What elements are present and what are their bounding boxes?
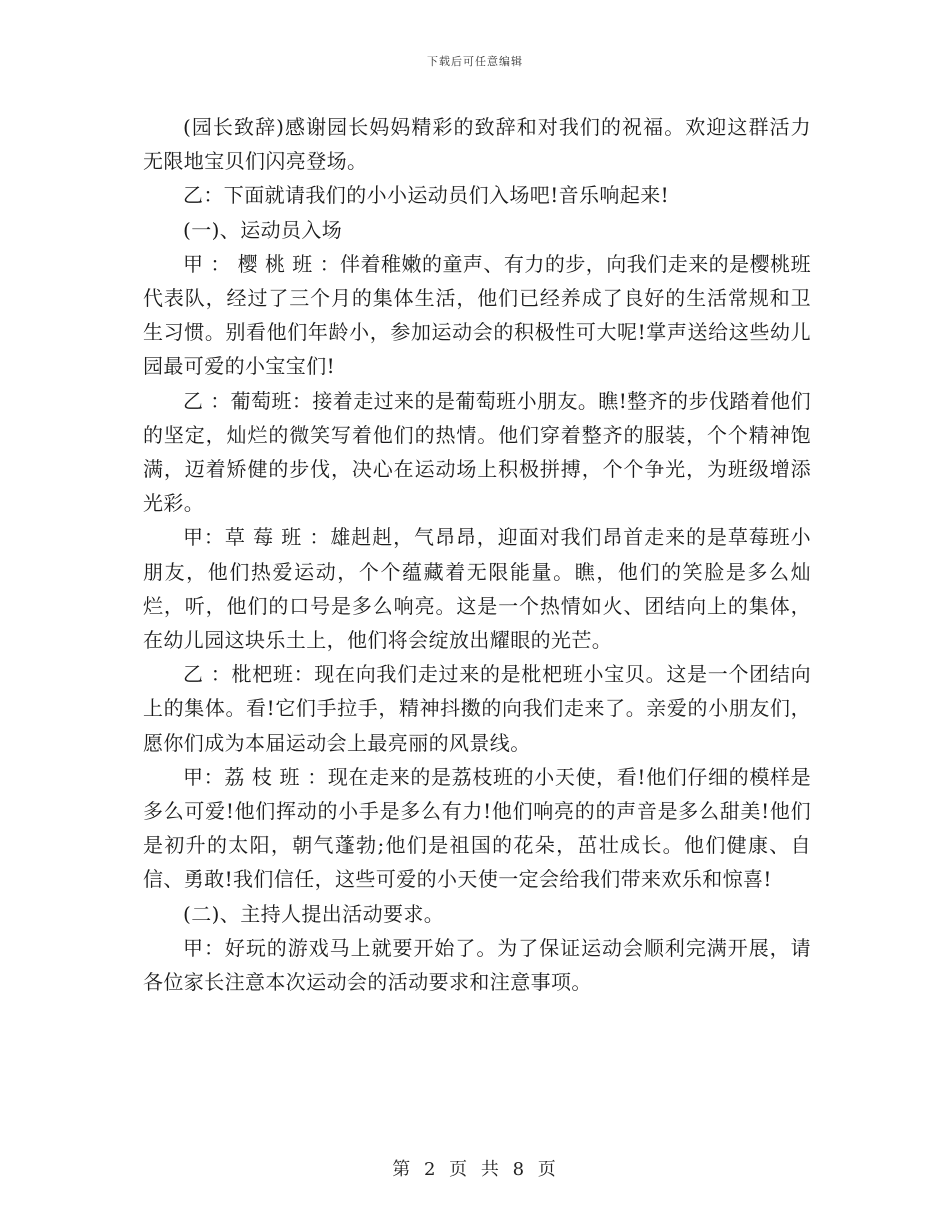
page-header: 下载后可任意编辑 — [427, 55, 523, 68]
document-body — [143, 110, 811, 999]
page-number: 第 2 页 共 8 页 — [392, 1159, 558, 1180]
paragraph-lychee-class: 甲：荔 枝 班 ：现在走来的是荔枝班的小天使，看!他们仔细的模样是多么可爱!他们挥动的小手是多么有力!他们响亮的的声音是多么甜美!他们是初升的太阳，朝气蓬勃;他们是祖国的花朵，茁壮成长。他们健康、自信、勇敢!我们信任，这些可爱的小天使一定会给我们带来欢乐和惊喜! — [143, 764, 811, 892]
paragraph-entrance-call: 乙：下面就请我们的小小运动员们入场吧!音乐响起来! — [183, 183, 670, 208]
paragraph-grape-class: 乙 ：葡萄班：接着走过来的是葡萄班小朋友。瞧!整齐的步伐踏着他们的坚定，灿烂的微笑写着他们的热情。他们穿着整齐的服装，个个精神饱满，迈着矫健的步伐，决心在运动场上积极拼搏，个个争光，为班级增添光彩。 — [143, 388, 811, 516]
paragraph-strawberry-class: 甲：草 莓 班 ：雄赳赳，气昂昂，迎面对我们昂首走来的是草莓班小朋友，他们热爱运动，个个蕴藏着无限能量。瞧，他们的笑脸是多么灿烂，听，他们的口号是多么响亮。这是一个热情如火、团结向上的集体，在幼儿园这块乐土上，他们将会绽放出耀眼的光芒。 — [143, 525, 811, 653]
paragraph-cherry-class: 甲 ： 樱 桃 班 ：伴着稚嫩的童声、有力的步，向我们走来的是樱桃班代表队，经过了三个月的集体生活，他们已经养成了良好的生活常规和卫生习惯。别看他们年龄小，参加运动会的积极性可大呢!掌声送给这些幼儿园最可爱的小宝宝们! — [143, 251, 811, 379]
paragraph-loquat-class: 乙 ：枇杷班：现在向我们走过来的是枇杷班小宝贝。这是一个团结向上的集体。看!它们手拉手，精神抖擞的向我们走来了。亲爱的小朋友们，愿你们成为本届运动会上最亮丽的风景线。 — [143, 662, 811, 755]
section-heading-athletes-entrance: (一)、运动员入场 — [183, 217, 343, 242]
paragraph-requirements-intro: 甲：好玩的游戏马上就要开始了。为了保证运动会顺利完满开展，请各位家长注意本次运动会的活动要求和注意事项。 — [143, 935, 811, 995]
paragraph-welcome: (园长致辞)感谢园长妈妈精彩的致辞和对我们的祝福。欢迎这群活力无限地宝贝们闪亮登场。 — [143, 115, 811, 174]
section-heading-activity-requirements: (二)、主持人提出活动要求。 — [183, 901, 445, 926]
